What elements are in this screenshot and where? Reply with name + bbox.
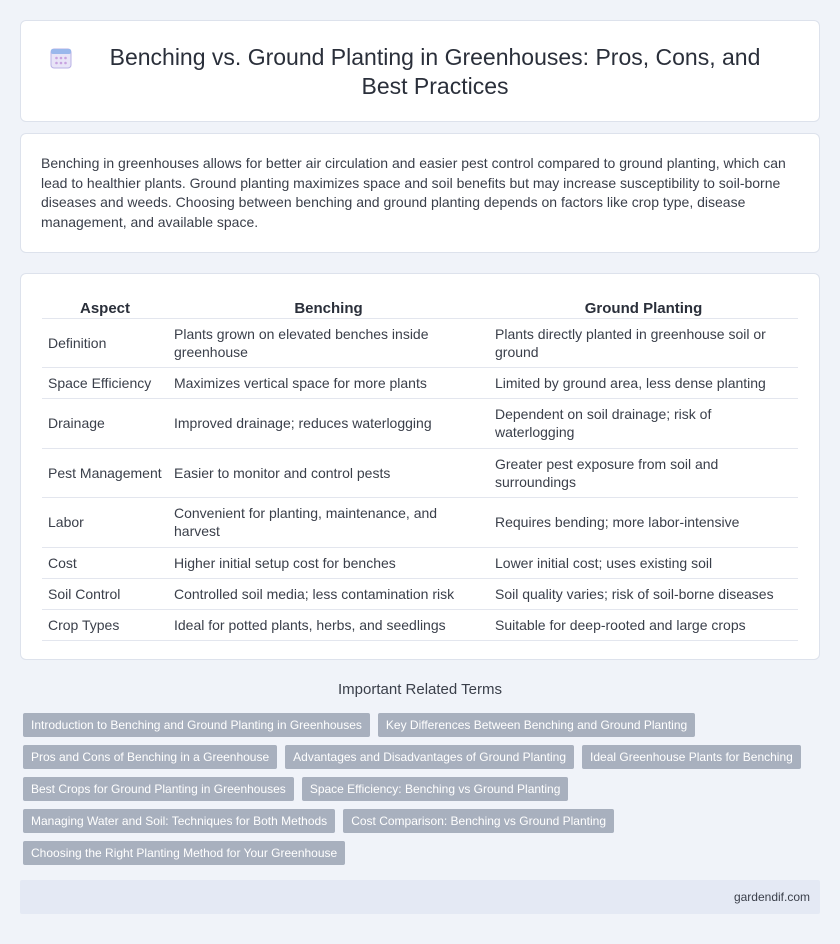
table-cell: Higher initial setup cost for benches bbox=[168, 547, 489, 578]
table-cell: Labor bbox=[42, 498, 168, 548]
table-cell: Soil Control bbox=[42, 578, 168, 609]
table-cell: Pest Management bbox=[42, 448, 168, 498]
footer bbox=[20, 880, 820, 914]
comparison-table bbox=[42, 296, 798, 641]
tag-row bbox=[23, 713, 803, 737]
table-cell: Dependent on soil drainage; risk of waterlogging bbox=[489, 399, 798, 449]
tag-row bbox=[23, 809, 803, 833]
table-cell: Improved drainage; reduces waterlogging bbox=[168, 399, 489, 449]
related-term-tag[interactable]: Key Differences Between Benching and Ground Planting bbox=[378, 713, 695, 737]
table-cell: Definition bbox=[42, 318, 168, 368]
related-term-tag[interactable]: Choosing the Right Planting Method for Your Greenhouse bbox=[23, 841, 345, 865]
table-cell: Suitable for deep-rooted and large crops bbox=[489, 609, 798, 640]
table-cell: Plants directly planted in greenhouse soil or ground bbox=[489, 318, 798, 368]
related-terms-list bbox=[23, 713, 803, 873]
related-term-tag[interactable]: Managing Water and Soil: Techniques for Both Methods bbox=[23, 809, 335, 833]
footer-site-link[interactable]: gardendif.com bbox=[733, 890, 810, 904]
related-terms-title: Important Related Terms bbox=[338, 681, 502, 698]
table-cell: Space Efficiency bbox=[42, 368, 168, 399]
table-cell: Crop Types bbox=[42, 609, 168, 640]
table-cell: Greater pest exposure from soil and surroundings bbox=[489, 448, 798, 498]
header-ground-planting: Ground Planting bbox=[489, 296, 798, 318]
table-cell: Maximizes vertical space for more plants bbox=[168, 368, 489, 399]
table-row bbox=[42, 399, 798, 449]
table-row bbox=[42, 448, 798, 498]
tag-row bbox=[23, 841, 803, 865]
header-benching: Benching bbox=[168, 296, 489, 318]
table-row bbox=[42, 547, 798, 578]
table-cell: Easier to monitor and control pests bbox=[168, 448, 489, 498]
related-term-tag[interactable]: Cost Comparison: Benching vs Ground Planting bbox=[343, 809, 614, 833]
table-cell: Drainage bbox=[42, 399, 168, 449]
tag-row bbox=[23, 745, 803, 769]
related-term-tag[interactable]: Ideal Greenhouse Plants for Benching bbox=[582, 745, 801, 769]
header-aspect: Aspect bbox=[42, 296, 168, 318]
intro-card bbox=[20, 133, 820, 253]
related-term-tag[interactable]: Introduction to Benching and Ground Planting in Greenhouses bbox=[23, 713, 370, 737]
table-cell: Convenient for planting, maintenance, and harvest bbox=[168, 498, 489, 548]
tag-row bbox=[23, 777, 803, 801]
table-cell: Plants grown on elevated benches inside greenhouse bbox=[168, 318, 489, 368]
related-term-tag[interactable]: Space Efficiency: Benching vs Ground Planting bbox=[302, 777, 569, 801]
table-row bbox=[42, 498, 798, 548]
table-cell: Cost bbox=[42, 547, 168, 578]
comparison-card bbox=[20, 273, 820, 660]
header-card bbox=[20, 20, 820, 122]
table-row bbox=[42, 368, 798, 399]
table-cell: Soil quality varies; risk of soil-borne diseases bbox=[489, 578, 798, 609]
table-cell: Ideal for potted plants, herbs, and seedlings bbox=[168, 609, 489, 640]
intro-paragraph: Benching in greenhouses allows for better air circulation and easier pest control compared to ground planting, which can lead to healthier plants. Ground planting maximizes space and soil benefits but may increase susceptibility to soil-borne diseases and weeds. Choosing between benching and ground planting depends on factors like crop type, disease management, and available space. bbox=[41, 155, 786, 230]
related-term-tag[interactable]: Best Crops for Ground Planting in Greenhouses bbox=[23, 777, 294, 801]
table-cell: Limited by ground area, less dense planting bbox=[489, 368, 798, 399]
table-row bbox=[42, 578, 798, 609]
table-header-row bbox=[42, 296, 798, 318]
table-cell: Lower initial cost; uses existing soil bbox=[489, 547, 798, 578]
table-row bbox=[42, 609, 798, 640]
related-term-tag[interactable]: Pros and Cons of Benching in a Greenhouse bbox=[23, 745, 277, 769]
related-term-tag[interactable]: Advantages and Disadvantages of Ground Planting bbox=[285, 745, 574, 769]
table-cell: Controlled soil media; less contamination risk bbox=[168, 578, 489, 609]
table-cell: Requires bending; more labor-intensive bbox=[489, 498, 798, 548]
page-title: Benching vs. Ground Planting in Greenhouses: Pros, Cons, and Best Practices bbox=[109, 44, 761, 99]
table-row bbox=[42, 318, 798, 368]
